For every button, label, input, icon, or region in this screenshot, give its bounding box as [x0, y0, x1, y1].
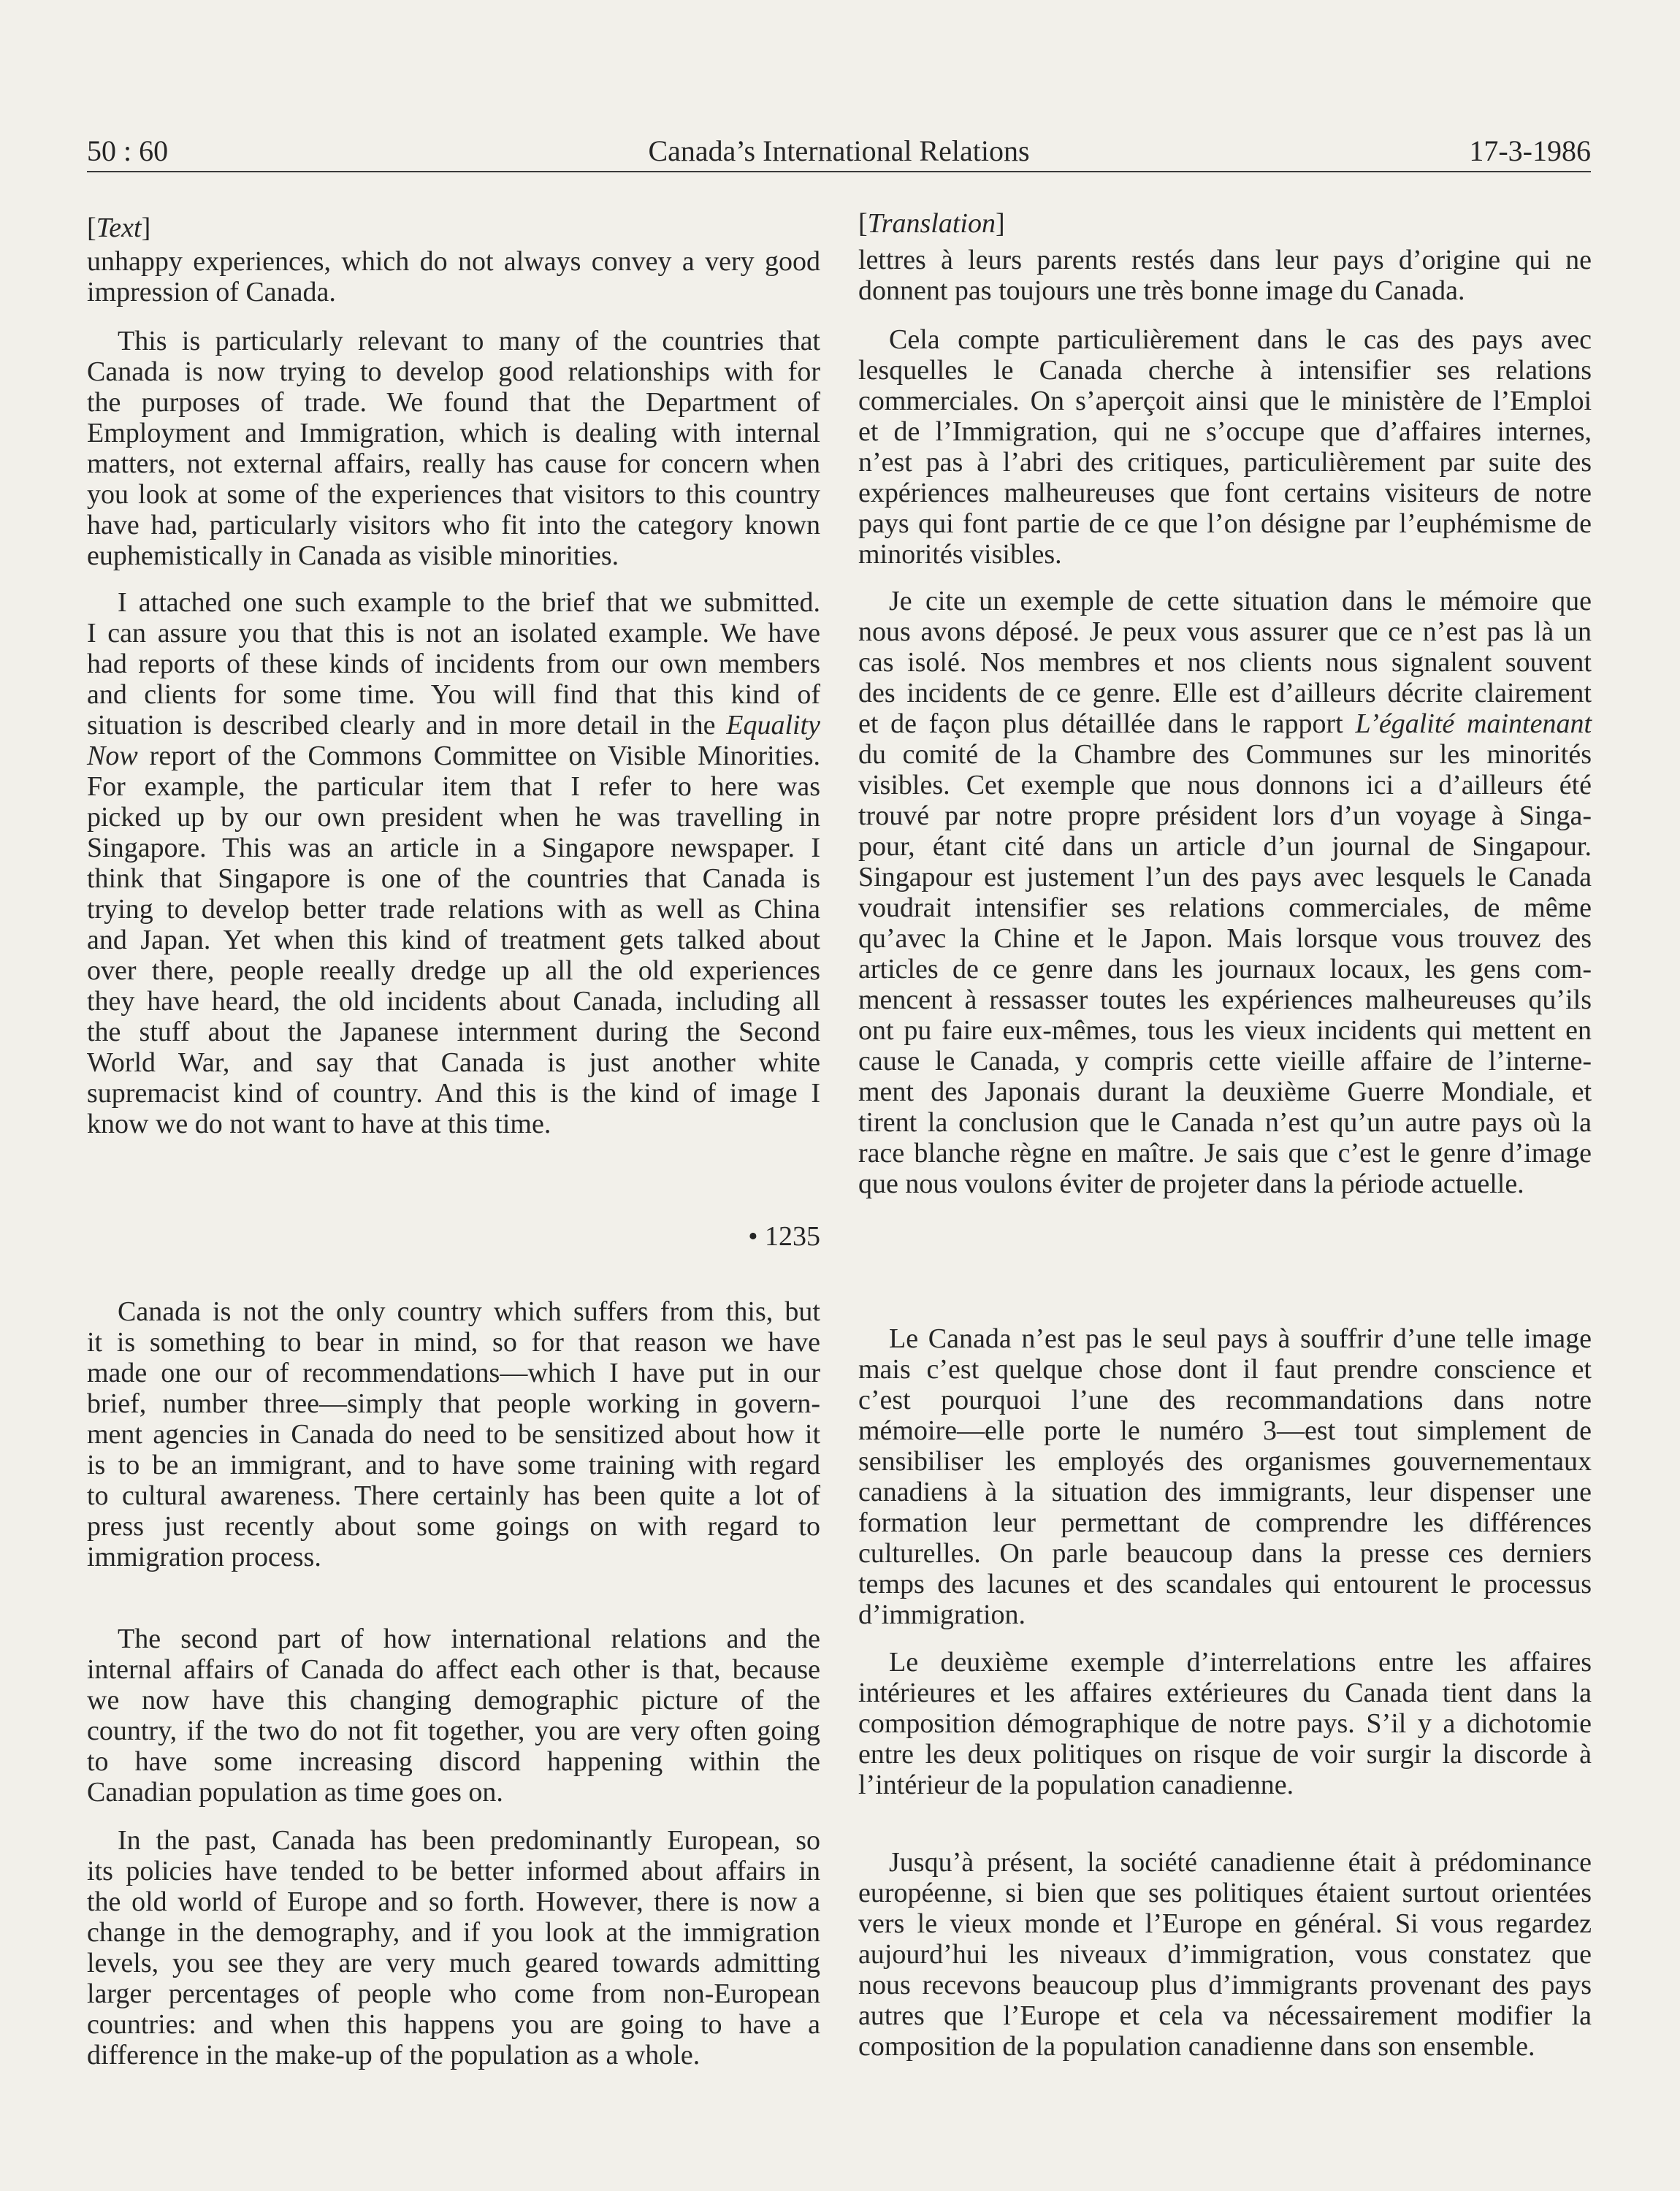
paragraph-last-line: Canadian population as time goes on. [87, 1777, 503, 1808]
paragraph-text: Je cite un exemple de cette situation dans le mémoire que nous avons déposé. Je peux vous assurer que ce n’est pas là un cas isolé. Nos membres et nos clients nous signalent souvent des incidents de ce genre. Elle est d’ailleurs décrite clairement et de façon plus détaillée dans le rapport [858, 586, 1592, 739]
label-bracket-close: ] [141, 213, 151, 243]
label-word: Translation [867, 208, 996, 239]
paragraph-last-line: impression of Canada. [87, 277, 336, 307]
paragraph-last-line: euphemistically in Canada as visible minorities. [87, 540, 619, 571]
paragraph-example-brief [87, 587, 820, 1139]
paragraph-body: The second part of how international relations and the internal affairs of Canada do affect each other is that, because we now have this changing demographic picture of the country, if the two do not fit together, you are very often going to have some increasing discord happening within the [87, 1624, 820, 1777]
paragraph-last-line: difference in the make-up of the population as a whole. [87, 2040, 700, 2070]
page-number: 50 : 60 [87, 134, 169, 167]
paragraph-exemple-memoire [858, 586, 1592, 1199]
time-marker: • 1235 [748, 1221, 820, 1252]
paragraph-last-line: d’immigration. [858, 1599, 1026, 1630]
paragraph-second-part [87, 1624, 820, 1808]
column-label-text [87, 213, 150, 243]
report-title-italic: Equality [726, 710, 820, 741]
label-word: Text [96, 213, 142, 243]
paragraph-recommendations [87, 1296, 820, 1572]
label-bracket-open: [ [858, 208, 868, 239]
label-bracket-open: [ [87, 213, 96, 243]
paragraph-trade-relations [87, 326, 820, 571]
header-rule [87, 171, 1591, 172]
paragraph-body: Le deuxième exemple d’interrelations entre les affaires intérieures et les affaires extérieures du Canada tient dans la composition démographique de notre pays. S’il y a dichotomie entre les deux politiques on risque de voir surgir la discorde à [858, 1647, 1592, 1770]
paragraph-text: I attached one such example to the brief that we submitted. I can assure you that this is not an isolated example. We have had reports of these kinds of incidents from our own members and clients for some time. You will find that this kind of situation is described clearly and in more detail in the [87, 587, 820, 741]
paragraph-recommandations [858, 1323, 1592, 1630]
paragraph-body: Jusqu’à présent, la société canadienne était à prédominance européenne, si bien que ses politiques étaient surtout orientées vers le vieux monde et l’Europe en général. Si vous regardez aujourd’hui les niveaux d’immigration, vous constatez que nous recevons beaucoup plus d’immigrants provenant des pays autres que l’Europe et cela va nécessairement modifier la [858, 1847, 1592, 2031]
paragraph-text: report of the Commons Committee on Visible Minorities. For example, the particular item that I refer to here was picked up by our own president when he was travelling in Singapore. This was an article in a Singapore newspaper. I think that Singapore is one of the countries that Canada is trying to develop better trade relations with as well as China and Japan. Yet when this kind of treatment gets talked about over there, people reeally dredge up all the old experiences they have heard, the old incidents about Canada, including all the stuff about the Japanese internment during the Second World War, and say that Canada is just another white supremacist kind of country. And this is the kind of image I [87, 741, 820, 1109]
paragraph-deuxieme-exemple [858, 1647, 1592, 1800]
paragraph-body [858, 586, 1592, 1169]
paragraph-last-line: composition de la population canadienne dans son ensemble. [858, 2031, 1535, 2062]
report-title-italic: L’égalité maintenant [1355, 708, 1592, 739]
paragraph-continuation [858, 245, 1592, 306]
paragraph-body [87, 587, 820, 1109]
paragraph-body: This is particularly relevant to many of the countries that Canada is now trying to develop good relationships with for the purposes of trade. We found that the Department of Employment and Immigration, which is dealing with internal matters, not external affairs, really has cause for concern when you look at some of the experiences that visitors to this country have had, particularly visitors who fit into the category known [87, 326, 820, 540]
column-label-translation [858, 208, 1005, 239]
paragraph-body: Le Canada n’est pas le seul pays à souffrir d’une telle image mais c’est quelque chose dont il faut prendre conscience et c’est pourquoi l’une des recommandations dans notre mémoire—elle porte le numéro 3—est tout simplement de sensibiliser les employés des organismes gouvernementaux canadiens à la situation des immigrants, leur dispenser une formation leur permettant de comprendre les différences culturelles. On parle beaucoup dans la presse ces derniers temps des lacunes et des scandales qui entourent le processus [858, 1323, 1592, 1599]
paragraph-body: lettres à leurs parents restés dans leur pays d’origine qui ne [858, 245, 1592, 275]
paragraph-body: In the past, Canada has been predominantly European, so its policies have tended to be better informed about affairs in the old world of Europe and so forth. However, there is now a change in the demography, and if you look at the immigration levels, you see they are very much geared towards admitting larger percentages of people who come from non-European countries: and when this happens you are going to have a [87, 1825, 820, 2040]
paragraph-body: unhappy experiences, which do not always convey a very good [87, 246, 820, 277]
running-title: Canada’s International Relations [648, 134, 1030, 167]
label-bracket-close: ] [995, 208, 1005, 239]
paragraph-demography [87, 1825, 820, 2070]
paragraph-text: du comité de la Chambre des Communes sur les minorités visibles. Cet exemple que nous donnons ici a d’ailleurs été trouvé par notre propre président lors d’un voyage à Singa- pour, étant cité dans un article d’un journal de Singapour. Singapour est justement l’un des pays avec lesquels le Canada voudrait intensifier ses relations commerciales, de même qu’avec la Chine et le Japon. Mais lorsque vous trouvez des articles de ce genre dans les journaux locaux, les gens com- mencent à ressasser toutes les expériences malheureuses qu’ils ont pu faire eux-mêmes, tous les vieux incidents qui mettent en cause le Canada, y compris cette vieille affaire de l’interne- ment des Japonais durant la deuxième Guerre Mondiale, et tirent la conclusion que le Canada n’est qu’un autre pays où la race blanche règne en maître. Je sais que c’est le genre d’image [858, 739, 1592, 1169]
paragraph-predominance [858, 1847, 1592, 2062]
paragraph-relations-commerciales [858, 324, 1592, 570]
paragraph-last-line: immigration process. [87, 1542, 321, 1572]
header-date: 17-3-1986 [1469, 134, 1591, 167]
paragraph-last-line: l’intérieur de la population canadienne. [858, 1770, 1294, 1800]
report-title-italic: Now [87, 741, 138, 771]
paragraph-last-line: que nous voulons éviter de projeter dans la période actuelle. [858, 1169, 1524, 1199]
paragraph-body: Canada is not the only country which suffers from this, but it is something to bear in mind, so for that reason we have made one our of recommendations—which I have put in our brief, number three—simply that people working in govern- ment agencies in Canada do need to be sensitized about how it is to be an immigrant, and to have some training with regard to cultural awareness. There certainly has been quite a lot of press just recently about some goings on with regard to [87, 1296, 820, 1542]
paragraph-last-line: know we do not want to have at this time. [87, 1109, 551, 1139]
paragraph-continuation [87, 246, 820, 307]
paragraph-body: Cela compte particulièrement dans le cas des pays avec lesquelles le Canada cherche à intensifier ses relations commerciales. On s’aperçoit ainsi que le ministère de l’Emploi et de l’Immigration, qui ne s’occupe que d’affaires internes, n’est pas à l’abri des critiques, particulièrement par suite des expériences malheureuses que font certains visiteurs de notre pays qui font partie de ce que l’on désigne par l’euphémisme de [858, 324, 1592, 539]
paragraph-last-line: donnent pas toujours une très bonne image du Canada. [858, 275, 1465, 306]
paragraph-last-line: minorités visibles. [858, 539, 1062, 570]
